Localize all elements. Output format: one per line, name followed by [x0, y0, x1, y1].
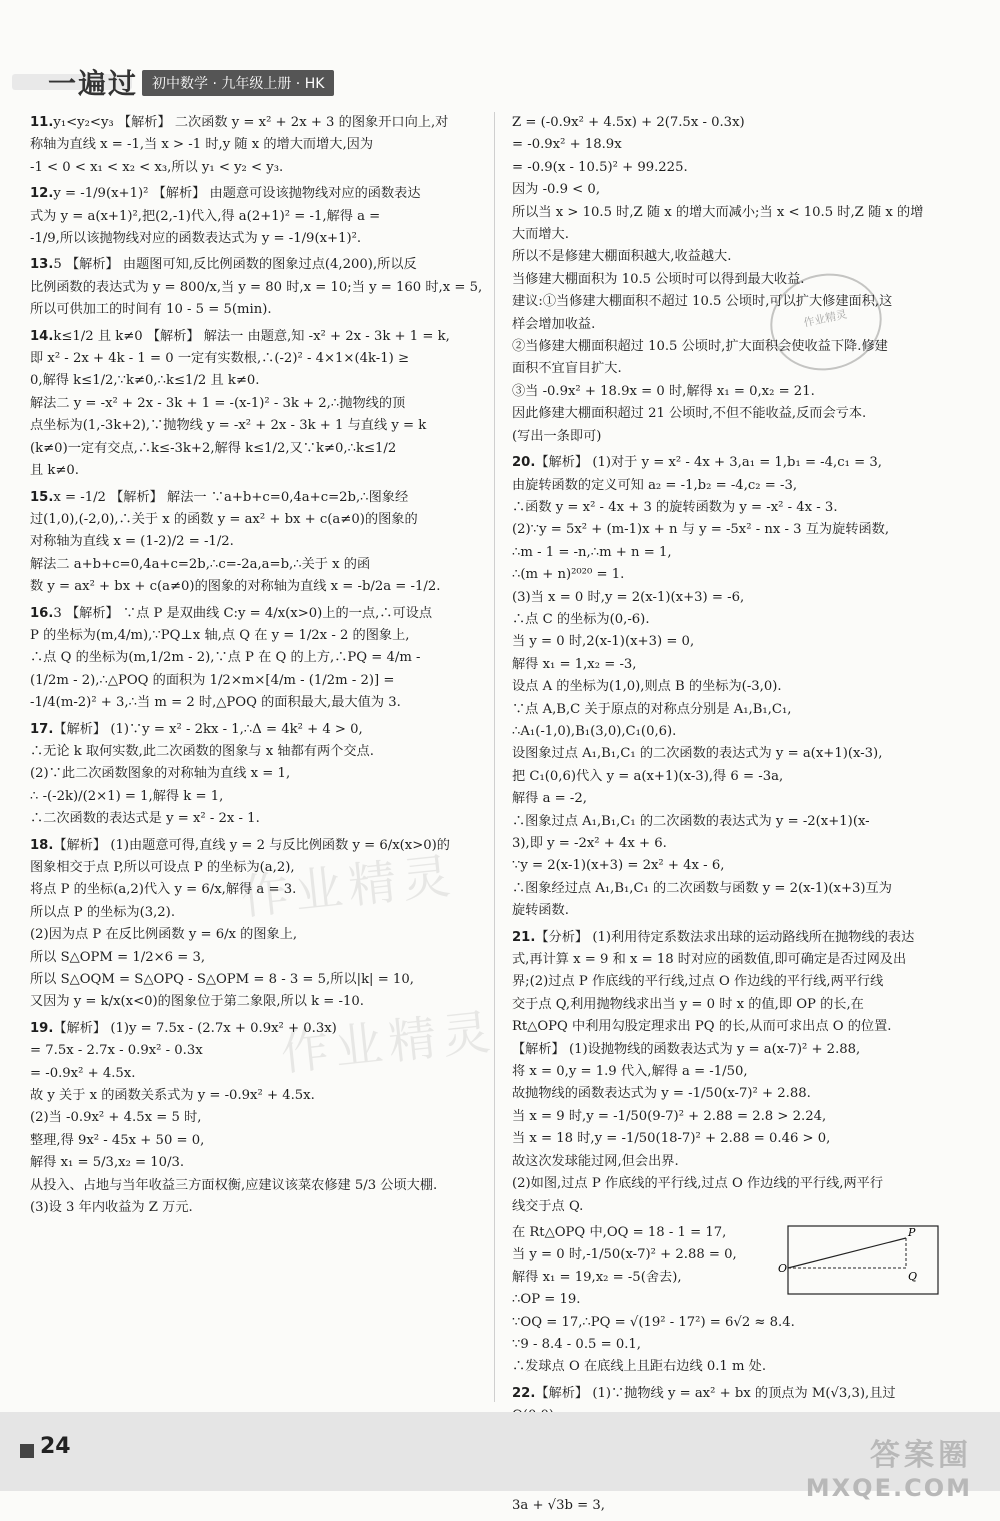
answer-text: 解法二 a+b+c=0,4a+c=2b,∴c=-2a,a=b,∴关于 x 的函 [30, 556, 371, 572]
answer-text: 所以不是修建大棚面积越大,收益越大. [512, 249, 732, 265]
answer-text: k≤1/2 且 k≠0 【解析】 解法一 由题意,知 -x² + 2x - 3k + 1 = k, [53, 328, 450, 344]
answer-text: 【解析】 (1)∵y = x² - 2kx - 1,∴Δ = 4k² + 4 > 0, [53, 721, 363, 737]
answer-text: 所以点 P 的坐标为(3,2). [30, 904, 176, 920]
answer-text: ∴函数 y = x² - 4x + 3 的旋转函数为 y = -x² - 4x - 3. [512, 499, 838, 515]
answer-line [30, 112, 480, 134]
answer-line [512, 358, 948, 380]
answer-line [512, 542, 948, 564]
answer-line [30, 509, 480, 531]
answer-line [30, 277, 483, 299]
answer-text: 线交于点 Q. [512, 1198, 584, 1214]
answer-text: ∴图象经过点 A₁,B₁,C₁ 的二次函数与函数 y = 2(x-1)(x+3)互为 [512, 880, 892, 896]
answer-line [512, 179, 948, 201]
answer-line [512, 381, 948, 403]
answer-text: ∴无论 k 取何实数,此二次函数的图象与 x 轴都有两个交点. [30, 743, 374, 759]
answer-line [512, 766, 948, 788]
answer-text: 设图象过点 A₁,B₁,C₁ 的二次函数的表达式为 y = a(x+1)(x-3), [512, 746, 883, 762]
answer-text: 0,解得 k≤1/2,∵k≠0,∴k≤1/2 且 k≠0. [30, 373, 260, 389]
answer-text: 【解析】 (1)设抛物线的函数表达式为 y = a(x-7)² + 2.88, [512, 1041, 861, 1057]
answer-line [512, 1128, 948, 1150]
right-column [512, 112, 948, 1521]
answer-text: ∴点 Q 的坐标为(m,1/2m - 2),∵点 P 在 Q 的上方,∴PQ = 4/m - [30, 650, 421, 666]
question-number: 13. [30, 257, 54, 273]
answer-text: 当 y = 0 时,2(x-1)(x+3) = 0, [512, 634, 695, 650]
answer-text: 式为 y = a(x+1)²,把(2,-1)代入,得 a(2+1)² = -1,解得 a = [30, 208, 381, 224]
answer-line [30, 576, 480, 598]
answer-line [30, 741, 480, 763]
answer-item [30, 112, 480, 179]
answer-text: ∵9 - 8.4 - 0.5 = 0.1, [512, 1336, 642, 1352]
answer-text: 解得 x₁ = 1,x₂ = -3, [512, 656, 637, 672]
answer-text: (2)如图,过点 P 作底线的平行线,过点 O 作边线的平行线,两平行 [512, 1176, 884, 1192]
column-divider [494, 112, 495, 1402]
answer-text: 将 x = 0,y = 1.9 代入,解得 a = -1/50, [512, 1064, 748, 1080]
answer-line [30, 924, 480, 946]
answer-text: 【解析】 (1)∵抛物线 y = ax² + bx 的顶点为 M(√3,3),且过 [535, 1385, 896, 1401]
answer-line [512, 1334, 948, 1356]
answer-text: 解法二 y = -x² + 2x - 3k + 1 = -(x-1)² - 3k + 2,∴抛物线的顶 [30, 395, 406, 411]
answer-line [512, 587, 948, 609]
answer-text: ∴OP = 19. [512, 1292, 581, 1308]
answer-line [512, 855, 948, 877]
answer-line [512, 833, 948, 855]
answer-text: ∴发球点 O 在底线上且距右边线 0.1 m 处. [512, 1359, 767, 1375]
answer-item [30, 487, 480, 599]
answer-line [30, 1085, 480, 1107]
point-label-o: O [778, 1261, 788, 1275]
answer-text: 在 Rt△OPQ 中,OQ = 18 - 1 = 17, [512, 1224, 727, 1240]
answer-text: -1 < 0 < x₁ < x₂ < x₃,所以 y₁ < y₂ < y₃. [30, 159, 284, 175]
answer-line [512, 676, 948, 698]
answer-line [30, 206, 480, 228]
answer-line [512, 1083, 948, 1105]
answer-line [512, 519, 948, 541]
answer-line [512, 246, 948, 268]
answer-line [30, 625, 480, 647]
answer-text: 所以 S△OQM = S△OPQ - S△OPM = 8 - 3 = 5,所以|k| = 10, [30, 972, 414, 988]
answer-text: 比例函数的表达式为 y = 800/x,当 y = 80 时,x = 10;当 y = 160 时,x = 5, [30, 279, 483, 295]
answer-text: 把 C₁(0,6)代入 y = a(x+1)(x-3),得 6 = -3a, [512, 768, 784, 784]
answer-item [512, 1222, 948, 1379]
answer-text: 旋转函数. [512, 903, 569, 919]
answer-text: 5 【解析】 由题图可知,反比例函数的图象过点(4,200),所以反 [53, 257, 417, 273]
answer-text: x = -1/2 【解析】 解法一 ∵a+b+c=0,4a+c=2b,∴图象经 [53, 489, 409, 505]
answer-text: (2)∵y = 5x² + (m-1)x + n 与 y = -5x² - nx - 3 互为旋转函数, [512, 522, 890, 538]
question-number: 19. [30, 1020, 54, 1036]
answer-line [30, 438, 480, 460]
answer-line [512, 1106, 948, 1128]
answer-line [30, 326, 480, 348]
answer-text: P 的坐标为(m,4/m),∵PQ⊥x 轴,点 Q 在 y = 1/2x - 2 的图象上, [30, 627, 410, 643]
answer-text: 大而增大. [512, 227, 569, 243]
answer-text: 从投入、占地与当年收益三方面权衡,应建议该菜农修建 5/3 公顷大棚. [30, 1177, 438, 1193]
answer-line [512, 811, 948, 833]
answer-text: 3a + √3b = 3, [512, 1497, 605, 1513]
answer-text: = -0.9(x - 10.5)² + 99.225. [512, 159, 688, 175]
answer-item [512, 452, 948, 923]
answer-line [512, 1173, 948, 1195]
answer-text: 式,再计算 x = 9 和 x = 18 时对应的函数值,即可确定是否过网及出 [512, 952, 907, 968]
page-marker-icon [20, 1444, 34, 1458]
page-header [0, 62, 1000, 102]
answer-line [30, 183, 480, 205]
answer-line [512, 202, 948, 224]
answer-text: 解得 x₁ = 5/3,x₂ = 10/3. [30, 1155, 185, 1171]
answer-text: ∵OQ = 17,∴PQ = √(19² - 17²) = 6√2 ≈ 8.4. [512, 1314, 795, 1330]
answer-text: 所以 S△OPM = 1/2×6 = 3, [30, 949, 206, 965]
site-watermark [806, 1430, 972, 1502]
answer-item [30, 719, 480, 831]
answer-line [512, 134, 948, 156]
answer-line [512, 631, 948, 653]
watermark: 作业精灵 [238, 847, 459, 927]
answer-text: 称轴为直线 x = -1,当 x > -1 时,y 随 x 的增大而增大,因为 [30, 137, 374, 153]
answer-text: ∵点 A,B,C 关于原点的对称点分别是 A₁,B₁,C₁, [512, 701, 792, 717]
answer-text: = -0.9x² + 18.9x [512, 137, 622, 153]
answer-item [30, 326, 480, 483]
answer-text: 3 【解析】 ∵点 P 是双曲线 C:y = 4/x(x>0)上的一点,∴可设点 [53, 605, 433, 621]
answer-text: 当 x = 18 时,y = -1/50(18-7)² + 2.88 = 0.46 > 0, [512, 1131, 831, 1147]
answer-text: 将点 P 的坐标(a,2)代入 y = 6/x,解得 a = 3. [30, 882, 297, 898]
answer-line [512, 1312, 948, 1334]
site-name: 答案圈 [870, 1438, 972, 1473]
answer-text: 交于点 Q,利用抛物线求出当 y = 0 时 x 的值,即 OP 的长,在 [512, 996, 864, 1012]
answer-line [30, 370, 480, 392]
site-url: MXQE.COM [805, 1474, 972, 1502]
answer-line [512, 475, 948, 497]
answer-line [512, 157, 948, 179]
answer-text: Z = (-0.9x² + 4.5x) + 2(7.5x - 0.3x) [512, 115, 745, 130]
answer-line [30, 157, 480, 179]
answer-line [30, 719, 480, 741]
answer-text: 所以可供加工的时间有 10 - 5 = 5(min). [30, 302, 272, 318]
answer-text: 过(1,0),(-2,0),∴关于 x 的函数 y = ax² + bx + c(a≠0)的图象的 [30, 511, 418, 527]
answer-text: 【解析】 (1)对于 y = x² - 4x + 3,a₁ = 1,b₁ = -4,c₁ = 3, [535, 455, 882, 471]
answer-text: ∵y = 2(x-1)(x+3) = 2x² + 4x - 6, [512, 858, 725, 874]
answer-line [30, 1197, 480, 1219]
answer-line [512, 112, 948, 134]
answer-text: 界;(2)过点 P 作底线的平行线,过点 O 作边线的平行线,两平行线 [512, 974, 884, 990]
watermark: 作业精灵 [278, 1003, 499, 1083]
answer-text: (2)∵此二次函数图象的对称轴为直线 x = 1, [30, 766, 291, 782]
answer-line [512, 699, 948, 721]
answer-line [30, 808, 480, 830]
answer-text: 面积不宜盲目扩大. [512, 361, 622, 377]
point-label-p: P [908, 1225, 916, 1239]
answer-item [30, 603, 480, 715]
answer-text: (k≠0)一定有交点,∴k≤-3k+2,解得 k≤1/2,又∵k≠0,∴k≤1/2 [30, 440, 397, 456]
answer-text: -1/9,所以该抛物线对应的函数表达式为 y = -1/9(x+1)². [30, 231, 362, 247]
answer-line [30, 554, 480, 576]
answer-line [512, 452, 948, 474]
answer-line [30, 969, 480, 991]
answer-text: ∴(m + n)²⁰²⁰ = 1. [512, 567, 625, 583]
answer-text: 设点 A 的坐标为(1,0),则点 B 的坐标为(-3,0). [512, 679, 782, 695]
court-rect [788, 1226, 938, 1294]
answer-text: 样会增加收益. [512, 316, 596, 332]
question-number: 20. [512, 455, 536, 471]
answer-line [30, 487, 480, 509]
answer-text: 当 y = 0 时,-1/50(x-7)² + 2.88 = 0, [512, 1247, 737, 1263]
answer-line [30, 460, 480, 482]
answer-text: 【解析】 (1)y = 7.5x - (2.7x + 0.9x² + 0.3x) [53, 1020, 337, 1036]
answer-text: 因为 -0.9 < 0, [512, 182, 601, 198]
answer-line [30, 947, 480, 969]
answer-line [30, 1130, 480, 1152]
answer-line [30, 670, 480, 692]
answer-line [512, 994, 948, 1016]
answer-line [30, 786, 480, 808]
answer-line [30, 1107, 480, 1129]
answer-line [512, 1383, 948, 1405]
answer-text: 由旋转函数的定义可知 a₂ = -1,b₂ = -4,c₂ = -3, [512, 477, 798, 493]
answer-line [512, 878, 948, 900]
answer-line [30, 299, 480, 321]
answer-line [512, 564, 948, 586]
question-number: 12. [30, 186, 54, 202]
stamp: 作业精灵 [761, 263, 891, 380]
answer-text: y₁<y₂<y₃ 【解析】 二次函数 y = x² + 2x + 3 的图象开口向上,对 [53, 115, 449, 130]
answer-text: 当 x = 9 时,y = -1/50(9-7)² + 2.88 = 2.8 > 2.24, [512, 1108, 827, 1124]
answer-text: = -0.9x² + 4.5x. [30, 1065, 136, 1081]
page-number: 24 [40, 1434, 71, 1459]
answer-text: (2)当 -0.9x² + 4.5x = 5 时, [30, 1110, 202, 1126]
answer-text: 故 y 关于 x 的函数关系式为 y = -0.9x² + 4.5x. [30, 1088, 315, 1104]
answer-text: 且 k≠0. [30, 463, 80, 479]
answer-text: 解得 a = -2, [512, 791, 587, 807]
answer-text: 当修建大棚面积为 10.5 公顷时可以得到最大收益. [512, 271, 805, 287]
answer-line [30, 531, 480, 553]
answer-line [512, 314, 948, 336]
answer-text: 故抛物线的函数表达式为 y = -1/50(x-7)² + 2.88. [512, 1086, 811, 1102]
answer-line [30, 348, 480, 370]
answer-line [30, 1175, 480, 1197]
answer-line [512, 224, 948, 246]
answer-line [30, 415, 480, 437]
answer-line [30, 134, 480, 156]
question-number: 14. [30, 328, 54, 344]
answer-text: 因此修建大棚面积超过 21 公顷时,不但不能收益,反而会亏本. [512, 406, 867, 422]
answer-text: ∴图象过点 A₁,B₁,C₁ 的二次函数的表达式为 y = -2(x+1)(x- [512, 813, 870, 829]
answer-line [512, 1196, 948, 1218]
answer-text: (写出一条即可) [512, 428, 602, 444]
subject-tag: 初中数学 · 九年级上册 · HK [142, 70, 334, 96]
answer-line [512, 291, 948, 313]
answer-text: 所以当 x > 10.5 时,Z 随 x 的增大而减小;当 x < 10.5 时,Z 随 x 的增 [512, 204, 924, 220]
answer-line [512, 609, 948, 631]
answer-line [30, 254, 480, 276]
answer-text: (2)因为点 P 在反比例函数 y = 6/x 的图象上, [30, 927, 298, 943]
answer-text: 又因为 y = k/x(x<0)的图象位于第二象限,所以 k = -10. [30, 994, 364, 1010]
answer-text: ∴二次函数的表达式是 y = x² - 2x - 1. [30, 811, 260, 827]
answer-line [30, 647, 480, 669]
answer-line [512, 426, 948, 448]
page-footer [0, 1412, 1000, 1502]
point-label-q: Q [908, 1269, 918, 1283]
answer-text: 【分析】 (1)利用待定系数法求出球的运动路线所在抛物线的表达 [535, 929, 915, 945]
answer-line [512, 1016, 948, 1038]
answer-text: (3)当 x = 0 时,y = 2(x-1)(x+3) = -6, [512, 589, 745, 605]
answer-line [512, 949, 948, 971]
question-number: 11. [30, 115, 54, 130]
answer-line [30, 692, 480, 714]
answer-line [30, 1152, 480, 1174]
answer-line [512, 1356, 948, 1378]
answer-text: 建议:①当修建大棚面积不超过 10.5 公顷时,可以扩大修建面积,这 [512, 294, 893, 310]
answer-text: 【解析】 (1)由题意可得,直线 y = 2 与反比例函数 y = 6/x(x>0)的 [53, 837, 450, 853]
answer-line [30, 393, 480, 415]
answer-text: 数 y = ax² + bx + c(a≠0)的图象的对称轴为直线 x = -b/2a = -1/2. [30, 579, 441, 595]
answer-line [512, 788, 948, 810]
answer-item [512, 112, 948, 448]
answer-text: 故这次发球能过网,但会出界. [512, 1153, 679, 1169]
answer-item [30, 183, 480, 250]
answer-text: y = -1/9(x+1)² 【解析】 由题意可设该抛物线对应的函数表达 [53, 186, 421, 202]
answer-text: = 7.5x - 2.7x - 0.9x² - 0.3x [30, 1043, 203, 1059]
question-number: 18. [30, 837, 54, 853]
answer-text: 整理,得 9x² - 45x + 50 = 0, [30, 1132, 205, 1148]
answer-text: 点坐标为(1,-3k+2),∵抛物线 y = -x² + 2x - 3k + 1 与直线 y = k [30, 418, 427, 434]
answer-text: 解得 x₁ = 19,x₂ = -5(舍去), [512, 1269, 682, 1285]
question-number: 17. [30, 721, 54, 737]
answer-line [512, 1039, 948, 1061]
answer-text: Rt△OPQ 中利用勾股定理求出 PQ 的长,从而可求出点 O 的位置. [512, 1019, 892, 1035]
answer-item [30, 254, 483, 321]
answer-text: ②当修建大棚面积超过 10.5 公顷时,扩大面积会使收益下降.修建 [512, 339, 888, 355]
question-number: 15. [30, 489, 54, 505]
question-number: 22. [512, 1385, 536, 1401]
court-diagram [778, 1222, 942, 1298]
answer-line [512, 654, 948, 676]
answer-text: ∴点 C 的坐标为(0,-6). [512, 611, 650, 627]
answer-text: (3)设 3 年内收益为 Z 万元. [30, 1200, 193, 1216]
answer-line [512, 971, 948, 993]
answer-text: ③当 -0.9x² + 18.9x = 0 时,解得 x₁ = 0,x₂ = 21. [512, 383, 815, 399]
question-number: 21. [512, 929, 536, 945]
answer-line [30, 603, 480, 625]
answer-line [30, 228, 480, 250]
line-op [788, 1238, 906, 1268]
answer-line [512, 743, 948, 765]
answer-text: (1/2m - 2),∴△POQ 的面积为 1/2×m×[4/m - (1/2m - 2)] = [30, 672, 395, 688]
answer-text: 对称轴为直线 x = (1-2)/2 = -1/2. [30, 534, 234, 550]
answer-text: -1/4(m-2)² + 3,∴当 m = 2 时,△POQ 的面积最大,最大值为 3. [30, 695, 401, 711]
brand-logo: 一遍过 [48, 67, 139, 100]
answer-line [30, 763, 480, 785]
answer-text: 3),即 y = -2x² + 4x + 6. [512, 836, 667, 851]
answer-line [512, 927, 948, 949]
answer-line [512, 336, 948, 358]
answer-text: 图象相交于点 P,所以可设点 P 的坐标为(a,2), [30, 860, 295, 875]
answer-line [512, 1061, 948, 1083]
question-number: 16. [30, 605, 54, 621]
answer-line [512, 1151, 948, 1173]
answer-text: ∴ -(-2k)/(2×1) = 1,解得 k = 1, [30, 788, 224, 804]
answer-line [512, 721, 948, 743]
answer-line [512, 497, 948, 519]
answer-line [512, 269, 948, 291]
answer-line [512, 403, 948, 425]
answer-text: ∴m - 1 = -n,∴m + n = 1, [512, 544, 672, 560]
answer-text: ∴A₁(-1,0),B₁(3,0),C₁(0,6). [512, 723, 677, 739]
answer-item [512, 927, 948, 1218]
answer-text: 即 x² - 2x + 4k - 1 = 0 一定有实数根,∴(-2)² - 4×1×(4k-1) ≥ [30, 351, 410, 367]
answer-line [512, 900, 948, 922]
